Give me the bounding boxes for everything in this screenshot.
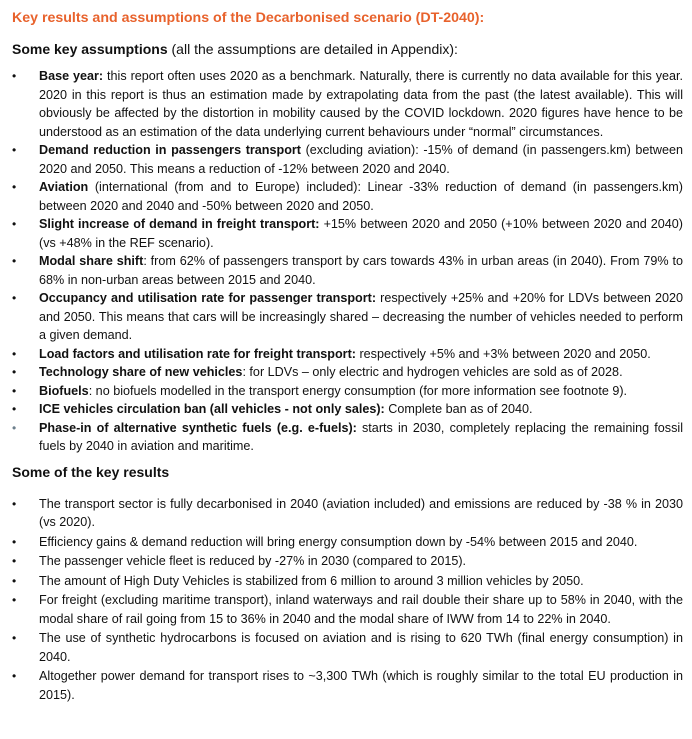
bullet-icon: • <box>12 402 17 416</box>
list-item <box>12 667 683 704</box>
result-text: The amount of High Duty Vehicles is stabilized from 6 million to around 3 million vehicles by 2050. <box>39 573 584 588</box>
list-item <box>12 382 683 401</box>
list-item <box>12 591 683 628</box>
bullet-icon: • <box>12 593 17 607</box>
list-item <box>12 345 683 364</box>
list-item <box>12 67 683 141</box>
assumption-text: (excluding aviation): -15% of demand (in passengers.km) between 2020 and 2050. This means a reduction of -12% between 2020 and 2040. <box>39 143 683 176</box>
bullet-icon: • <box>12 291 17 305</box>
assumption-term: Slight increase of demand in freight transport: <box>39 217 320 231</box>
result-text: The transport sector is fully decarbonised in 2040 (aviation included) and emissions are reduced by -38 % in 2030 (vs 2020). <box>39 496 683 529</box>
list-item <box>12 141 683 178</box>
result-text: Efficiency gains & demand reduction will bring energy consumption down by -54% between 2015 and 2040. <box>39 534 638 549</box>
results-heading <box>12 462 683 482</box>
list-item <box>12 289 683 345</box>
assumption-term: Occupancy and utilisation rate for passenger transport: <box>39 291 377 305</box>
bullet-icon: • <box>12 254 17 268</box>
bullet-icon: • <box>12 383 17 398</box>
assumption-term: Technology share of new vehicles <box>39 365 243 379</box>
assumption-text: : no biofuels modelled in the transport energy consumption (for more information see footnote 9). <box>88 383 628 398</box>
result-text: Altogether power demand for transport rises to ~3,300 TWh (which is roughly similar to the total EU production in 2015). <box>39 669 683 702</box>
assumption-text: : from 62% of passengers transport by cars towards 43% in urban areas (in 2040). From 79% to 68% in non-urban areas between 2015 and 2040. <box>39 254 683 287</box>
result-text: The use of synthetic hydrocarbons is focused on aviation and is rising to 620 TWh (final energy consumption) in 2040. <box>39 631 683 664</box>
assumption-term: Modal share shift <box>39 254 144 268</box>
list-item <box>12 215 683 252</box>
list-item <box>12 419 683 456</box>
bullet-icon: • <box>12 217 17 231</box>
bullet-icon: • <box>12 573 17 588</box>
assumption-term: Base year: <box>39 69 104 83</box>
bullet-icon: • <box>12 420 17 435</box>
assumptions-heading <box>12 39 683 59</box>
assumption-text: (international (from and to Europe) included): Linear -33% reduction of demand (in passengers.km) between 2020 and 2040 and -50% between 2020 and 2050. <box>39 180 683 213</box>
assumption-term: Load factors and utilisation rate for freight transport: <box>39 346 356 361</box>
bullet-icon: • <box>12 496 17 511</box>
bullet-icon: • <box>12 669 17 683</box>
results-heading-label: Some of the key results <box>12 463 170 480</box>
assumption-term: Biofuels <box>39 383 89 398</box>
results-list <box>12 495 683 705</box>
bullet-icon: • <box>12 365 17 379</box>
assumptions-list <box>12 67 683 456</box>
list-item <box>12 533 683 552</box>
bullet-icon: • <box>12 554 17 568</box>
bullet-icon: • <box>12 534 17 549</box>
list-item <box>12 495 683 532</box>
list-item <box>12 363 683 382</box>
bullet-icon: • <box>12 180 17 194</box>
assumption-term: Demand reduction in passengers transport <box>39 143 301 157</box>
list-item <box>12 252 683 289</box>
assumption-term: ICE vehicles circulation ban (all vehicles - not only sales): <box>39 402 385 416</box>
assumption-text: this report often uses 2020 as a benchmark. Naturally, there is currently no data available for this year. 2020 in this report is thus an estimation made by extrapolating data from the past (the latest available). This will obviously be affected by the distortion in mobility caused by the COVID lockdown. 2020 figures have hence to be understood as an estimation of the data underlying current behaviours under “normal” circumstances. <box>39 69 683 139</box>
list-item <box>12 572 683 591</box>
list-item <box>12 400 683 419</box>
spacer <box>12 488 683 495</box>
list-item <box>12 178 683 215</box>
result-text: The passenger vehicle fleet is reduced by -27% in 2030 (compared to 2015). <box>39 554 467 568</box>
assumption-text: : for LDVs – only electric and hydrogen vehicles are sold as of 2028. <box>242 365 623 379</box>
list-item <box>12 629 683 666</box>
bullet-icon: • <box>12 631 17 645</box>
bullet-icon: • <box>12 143 17 157</box>
assumption-term: Aviation <box>39 180 89 194</box>
bullet-icon: • <box>12 69 17 83</box>
assumption-text: respectively +25% and +20% for LDVs between 2020 and 2050. This means that cars will be increasingly shared – decreasing the number of vehicles needed to perform a given demand. <box>39 291 683 342</box>
assumptions-heading-label: Some key assumptions <box>12 41 168 57</box>
bullet-icon: • <box>12 346 17 361</box>
result-text: For freight (excluding maritime transport), inland waterways and rail double their share up to 58% in 2040, with the modal share of rail going from 15 to 36% in 2040 and the modal share of IWW from 14 to 22% in 2040. <box>39 593 683 626</box>
assumption-text: starts in 2030, completely replacing the remaining fossil fuels by 2040 in aviation and maritime. <box>39 420 684 453</box>
assumption-text: respectively +5% and +3% between 2020 and 2050. <box>355 346 651 361</box>
list-item <box>12 552 683 571</box>
document-title: Key results and assumptions of the Decarbonised scenario (DT-2040): <box>12 10 485 26</box>
assumption-text: Complete ban as of 2040. <box>384 402 533 416</box>
assumption-term: Phase-in of alternative synthetic fuels (e.g. e-fuels): <box>39 420 357 435</box>
assumption-text: +15% between 2020 and 2050 (+10% between 2020 and 2040) (vs +48% in the REF scenario). <box>39 217 683 250</box>
assumptions-heading-note: (all the assumptions are detailed in Appendix): <box>167 41 458 57</box>
